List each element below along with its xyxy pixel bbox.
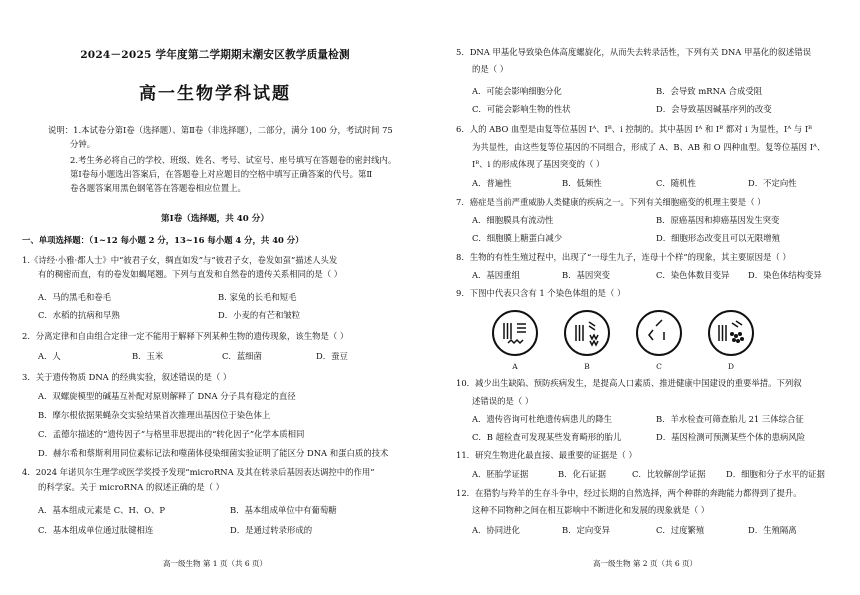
- page-footer: 高一级生物 第 1 页（共 6 页）: [163, 559, 267, 568]
- option-a: A．遗传咨询可杜绝遗传病患儿的降生: [472, 414, 613, 424]
- option-c: C．孟德尔描述的“遗传因子”与格里菲思提出的“转化因子”化学本质相同: [38, 429, 305, 439]
- option-b: B．玉米: [132, 351, 164, 361]
- option-c: C．水稻的抗病和早熟: [38, 310, 120, 320]
- question-stem: 这种不同物种之间在相互影响中不断进化和发展的现象就是（ ）: [472, 505, 710, 515]
- option-b: B．定向变异: [562, 525, 611, 535]
- option-a: A．马的黑毛和卷毛: [38, 292, 112, 302]
- option-b: B．化石证据: [558, 469, 607, 479]
- option-d: D．基因检测可预测某些个体的患病风险: [656, 432, 806, 442]
- cell-label-d: D: [727, 362, 734, 371]
- question-stem: 9．下图中代表只含有 1 个染色体组的是（ ）: [456, 288, 626, 298]
- option-d: D．蚕豆: [316, 351, 348, 361]
- cell-label-c: C: [656, 362, 662, 371]
- question-stem: 11．研究生物进化最直接、最重要的证据是（ ）: [456, 450, 637, 460]
- option-d: D．是通过转录形成的: [230, 525, 313, 535]
- option-d: D．细胞形态改变且可以无限增殖: [656, 233, 780, 243]
- option-c: C．过度繁殖: [656, 525, 705, 535]
- option-c: C．B 超检查可发现某些发育畸形的胎儿: [472, 432, 622, 442]
- note-line: 分钟。: [70, 139, 96, 149]
- option-d: D．细胞和分子水平的证据: [726, 469, 825, 479]
- option-c: C．蓝细菌: [222, 351, 262, 361]
- option-b: B．会导致 mRNA 合成受阻: [656, 86, 763, 96]
- question-stem: 2．分离定律和自由组合定律一定不能用于解释下列某种生物的遗传现象，该生物是（ ）: [22, 331, 349, 341]
- note-line: 第Ⅰ卷每小题选出答案后，在答题卷上对应题目的空格中填写正确答案的代号。第Ⅱ: [70, 169, 373, 179]
- cell-diagram-c: [636, 310, 682, 356]
- question-stem: 10．减少出生缺陷、预防疾病发生，是提高人口素质、推进健康中国建设的重要举措。下列叙: [456, 378, 802, 388]
- chromosome-figure: [430, 306, 860, 378]
- option-a: A．人: [38, 351, 61, 361]
- exam-page-2: [430, 0, 860, 595]
- question-stem: 5．DNA 甲基化导致染色体高度螺旋化，从而失去转录活性，下列有关 DNA 甲基化的叙述错误: [456, 47, 811, 57]
- cell-label-b: B: [584, 362, 590, 371]
- note-line: 2.考生务必将自己的学校、班级、姓名、考号、试室号、座号填写在答题卷的密封线内。: [70, 155, 397, 165]
- question-stem: 3．关于遗传物质 DNA 的经典实验，叙述错误的是（ ）: [22, 372, 232, 382]
- question-stem: 6．人的 ABO 血型是由复等位基因 Iᴬ、Iᴮ、i 控制的。其中基因 Iᴬ 和 Iᴮ 都对 i 为显性，Iᴬ 与 Iᴮ: [456, 124, 813, 134]
- page-footer: 高一级生物 第 2 页（共 6 页）: [593, 559, 697, 568]
- question-stem: 12．在猎豹与羚羊的生存斗争中，经过长期的自然选择，两个种群的奔跑能力都得到了提升。: [456, 488, 802, 498]
- option-c: C．染色体数目变异: [656, 270, 730, 280]
- option-d: D．赫尔希和蔡斯利用同位素标记法和噬菌体侵染细菌实验证明了能区分 DNA 和蛋白质的技术: [38, 448, 389, 458]
- option-a: A．普遍性: [472, 178, 512, 188]
- option-b: B．基本组成单位中有葡萄糖: [230, 505, 337, 515]
- question-stem: 有的稠密而直，有的卷发如蝎尾翘。下列与直发和自然卷的遗传关系相同的是（ ）: [38, 269, 343, 279]
- option-d: D．会导致基因碱基序列的改变: [656, 104, 772, 114]
- question-stem: 的是（ ）: [472, 64, 509, 74]
- option-a: A．基因重组: [472, 270, 520, 280]
- cell-diagram-d: [708, 310, 754, 356]
- cell-label-a: A: [512, 362, 518, 371]
- option-d: D．不定向性: [748, 178, 797, 188]
- exam-header: 2024－2025 学年度第二学期期末潮安区教学质量检测: [80, 49, 350, 61]
- option-a: A．双螺旋模型的碱基互补配对原则解释了 DNA 分子具有稳定的直径: [38, 391, 296, 401]
- option-a: A．细胞膜具有流动性: [472, 215, 554, 225]
- option-b: B. 家兔的长毛和短毛: [218, 292, 297, 302]
- option-b: B．基因突变: [562, 270, 611, 280]
- option-a: A．协同进化: [472, 525, 520, 535]
- option-c: C．随机性: [656, 178, 696, 188]
- option-a: A．可能会影响细胞分化: [472, 86, 562, 96]
- option-c: C．可能会影响生物的性状: [472, 104, 571, 114]
- question-stem: 4．2024 年诺贝尔生理学或医学奖授予发现“microRNA 及其在转录后基因表达调控中的作用”: [22, 467, 375, 477]
- part-heading: 一、单项选择题：（1~12 每小题 2 分，13~16 每小题 4 分，共 40 分）: [22, 235, 304, 245]
- option-b: B．低频性: [562, 178, 602, 188]
- option-b: B．羊水检查可筛查胎儿 21 三体综合征: [656, 414, 804, 424]
- question-stem: 述错误的是（ ）: [472, 396, 534, 406]
- note-line: 说明：1.本试卷分第Ⅰ卷（选择题）、第Ⅱ卷（非选择题），二部分，满分 100 分，考试时间 75: [48, 125, 393, 135]
- option-c: C．细胞膜上糖蛋白减少: [472, 233, 563, 243]
- question-stem: 1.《诗经·小雅·都人士》中“彼君子女，绸直如发”与“彼君子女，卷发如虿”描述人头发: [22, 255, 338, 265]
- option-b: B．原癌基因和抑癌基因发生突变: [656, 215, 780, 225]
- question-stem: 8．生物的有性生殖过程中，出现了“一母生九子，连母十个样”的现象，其主要原因是（ ）: [456, 252, 791, 262]
- question-stem: 为共显性，由这些复等位基因的不同组合，形成了 A、B、AB 和 O 四种血型。复等位基因 Iᴬ、: [472, 142, 826, 152]
- option-b: B．摩尔根依据果蝇杂交实验结果首次推理出基因位于染色体上: [38, 410, 271, 420]
- exam-title: 高一生物学科试题: [139, 84, 291, 104]
- option-d: D．小麦的有芒和皱粒: [218, 310, 301, 320]
- option-d: D．染色体结构变异: [748, 270, 822, 280]
- option-a: A．胚胎学证据: [472, 469, 529, 479]
- cell-diagram-a: [492, 310, 538, 356]
- section-title: 第Ⅰ卷（选择题，共 40 分）: [161, 214, 269, 224]
- option-c: C．比较解剖学证据: [632, 469, 706, 479]
- option-c: C．基本组成单位通过肽键相连: [38, 525, 154, 535]
- question-stem: Iᴮ、i 的形成体现了基因突变的（ ）: [472, 159, 605, 169]
- note-line: 卷各题答案用黑色钢笔答在答题卷相应位置上。: [70, 183, 246, 193]
- option-a: A．基本组成元素是 C、H、O、P: [38, 505, 166, 515]
- cell-diagram-b: [564, 310, 610, 356]
- option-d: D．生殖隔离: [748, 525, 797, 535]
- question-stem: 7．癌症是当前严重威胁人类健康的疾病之一。下列有关细胞癌变的机理主要是（ ）: [456, 197, 766, 207]
- question-stem: 的科学家。关于 microRNA 的叙述正确的是（ ）: [38, 482, 225, 492]
